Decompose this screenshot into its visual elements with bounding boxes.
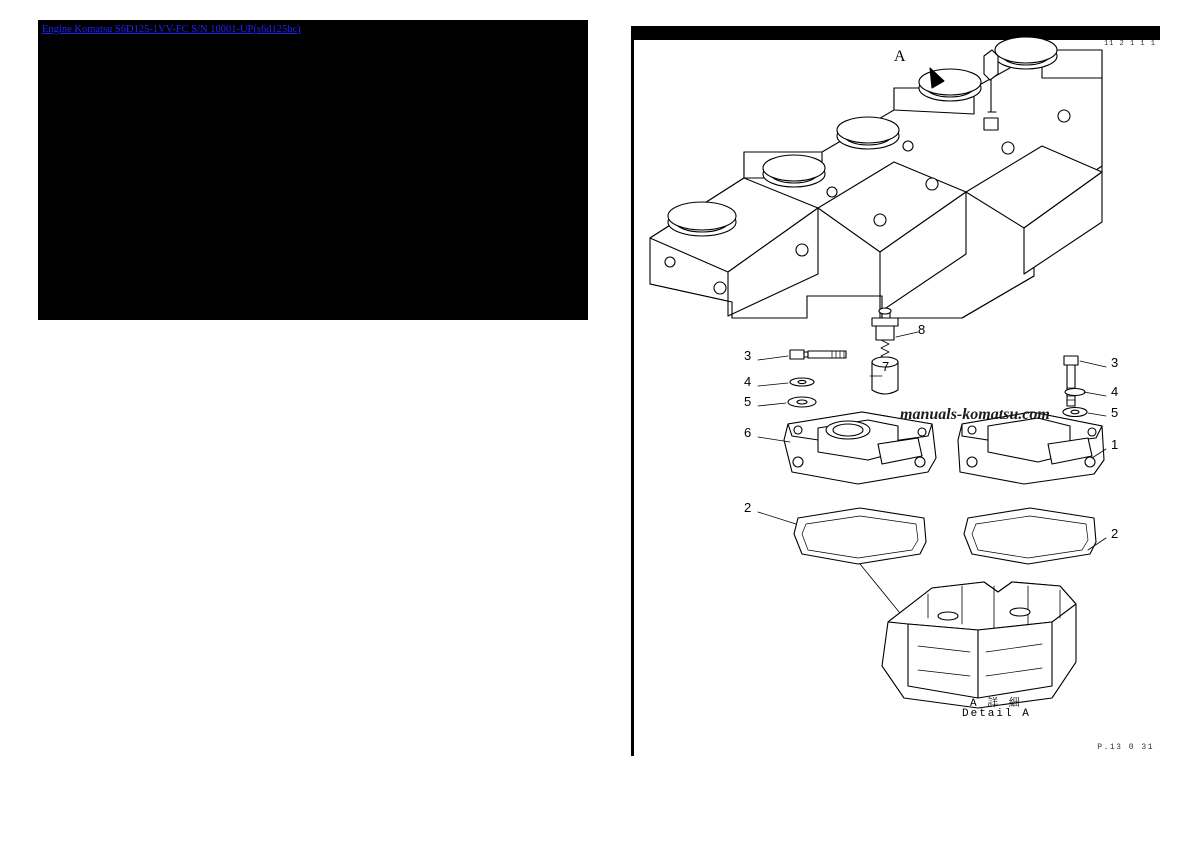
gasket-left-2 bbox=[794, 508, 926, 564]
cylinder-head-cover-assembly bbox=[650, 37, 1102, 318]
detail-caption-en: Detail A bbox=[962, 708, 1031, 720]
parts-diagram-panel bbox=[631, 26, 1160, 756]
watermark-text: manuals-komatsu.com bbox=[900, 406, 1050, 423]
callout-5-left: 5 bbox=[744, 394, 752, 409]
drawing-code: 11 2 1 1 1 bbox=[1103, 40, 1156, 48]
page-code: P.13 0 31 bbox=[1097, 743, 1154, 752]
section-letter-a: A bbox=[894, 48, 906, 65]
callout-6-left: 6 bbox=[744, 425, 752, 440]
callout-8: 8 bbox=[918, 322, 926, 337]
callout-7: 7 bbox=[882, 359, 890, 374]
right-fastener-stack bbox=[1063, 356, 1087, 417]
parts-illustration bbox=[632, 26, 1160, 756]
callout-3-left: 3 bbox=[744, 348, 752, 363]
document-title-link[interactable]: Engine Komatsu S6D125-1VV-FC S/N 10001-UP(s6d125bc) bbox=[42, 24, 301, 35]
callout-1-right: 1 bbox=[1111, 437, 1119, 452]
left-fastener-stack bbox=[788, 350, 846, 407]
gasket-right-2 bbox=[964, 508, 1096, 564]
callout-4-left: 4 bbox=[744, 374, 752, 389]
detail-caption-jp: A 詳 細 bbox=[970, 698, 1022, 710]
cylinder-head-body bbox=[882, 582, 1076, 708]
left-black-panel bbox=[38, 20, 588, 320]
callout-5-right: 5 bbox=[1111, 405, 1119, 420]
callout-2-right: 2 bbox=[1111, 526, 1119, 541]
callout-4-right: 4 bbox=[1111, 384, 1119, 399]
callout-2-left: 2 bbox=[744, 500, 752, 515]
breather-assembly bbox=[872, 308, 898, 394]
callout-3-right: 3 bbox=[1111, 355, 1119, 370]
